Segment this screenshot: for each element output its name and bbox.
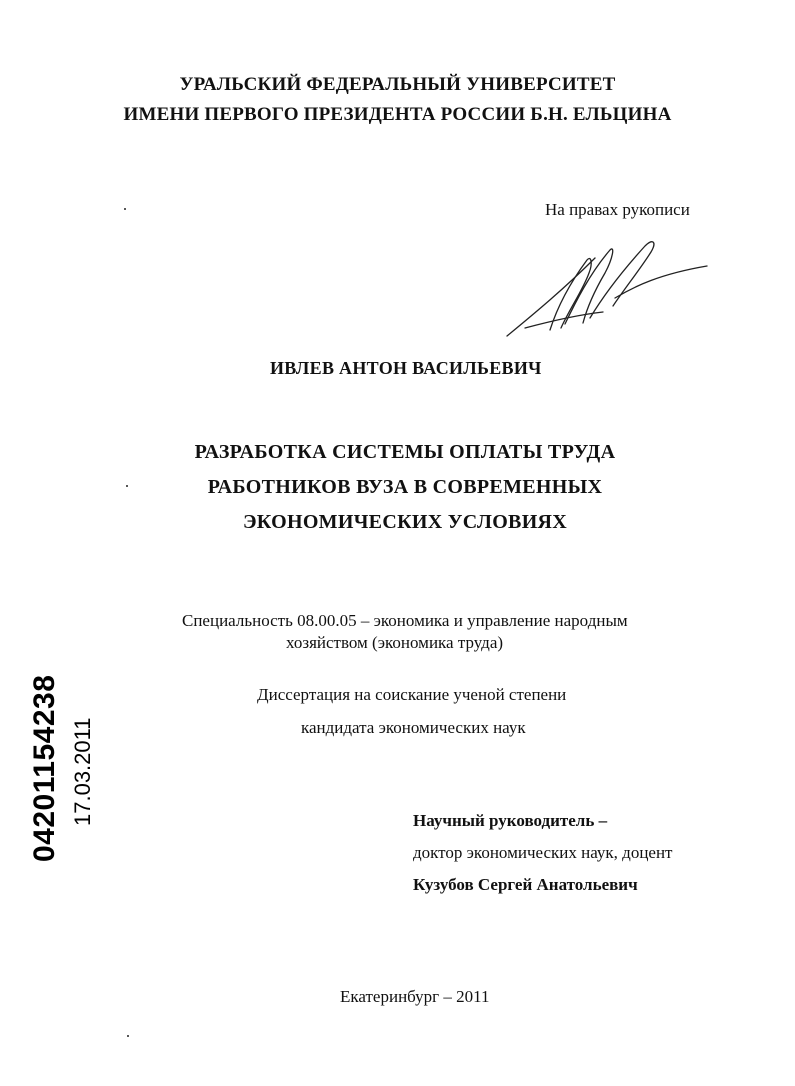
university-line-2: ИМЕНИ ПЕРВОГО ПРЕЗИДЕНТА РОССИИ Б.Н. ЕЛЬЦИНА <box>123 104 672 125</box>
title-line-2: РАБОТНИКОВ ВУЗА В СОВРЕМЕННЫХ <box>207 476 603 498</box>
signature-stroke <box>565 249 613 324</box>
specialty-line-1: Специальность 08.00.05 – экономика и управление народным <box>182 611 628 630</box>
supervisor-rank: доктор экономических наук, доцент <box>413 843 673 862</box>
supervisor-name: Кузубов Сергей Анатольевич <box>413 875 638 894</box>
degree-line-2: кандидата экономических наук <box>301 718 526 737</box>
signature-stroke <box>590 242 654 318</box>
signature-stroke <box>525 312 603 328</box>
specialty-line-2: хозяйством (экономика труда) <box>286 633 504 652</box>
author-name: ИВЛЕВ АНТОН ВАСИЛЬЕВИЧ <box>270 358 542 378</box>
signature-stroke <box>615 266 707 298</box>
signature-stroke <box>507 258 595 336</box>
scan-speck <box>124 208 126 210</box>
stamp-date-text: 17.03.2011 <box>70 717 95 826</box>
scan-speck <box>126 485 128 487</box>
title-line-1: РАЗРАБОТКА СИСТЕМЫ ОПЛАТЫ ТРУДА <box>194 441 616 463</box>
scan-speck <box>127 1035 129 1037</box>
signature <box>495 228 720 348</box>
title-line-3: ЭКОНОМИЧЕСКИХ УСЛОВИЯХ <box>242 511 568 533</box>
supervisor-heading: Научный руководитель – <box>413 811 608 830</box>
stamp-number-text: 04201154238 <box>28 674 61 862</box>
degree-line-1: Диссертация на соискание ученой степени <box>257 685 567 704</box>
university-line-1: УРАЛЬСКИЙ ФЕДЕРАЛЬНЫЙ УНИВЕРСИТЕТ <box>179 74 616 95</box>
city-year: Екатеринбург – 2011 <box>340 987 490 1006</box>
manuscript-note: На правах рукописи <box>545 200 690 219</box>
